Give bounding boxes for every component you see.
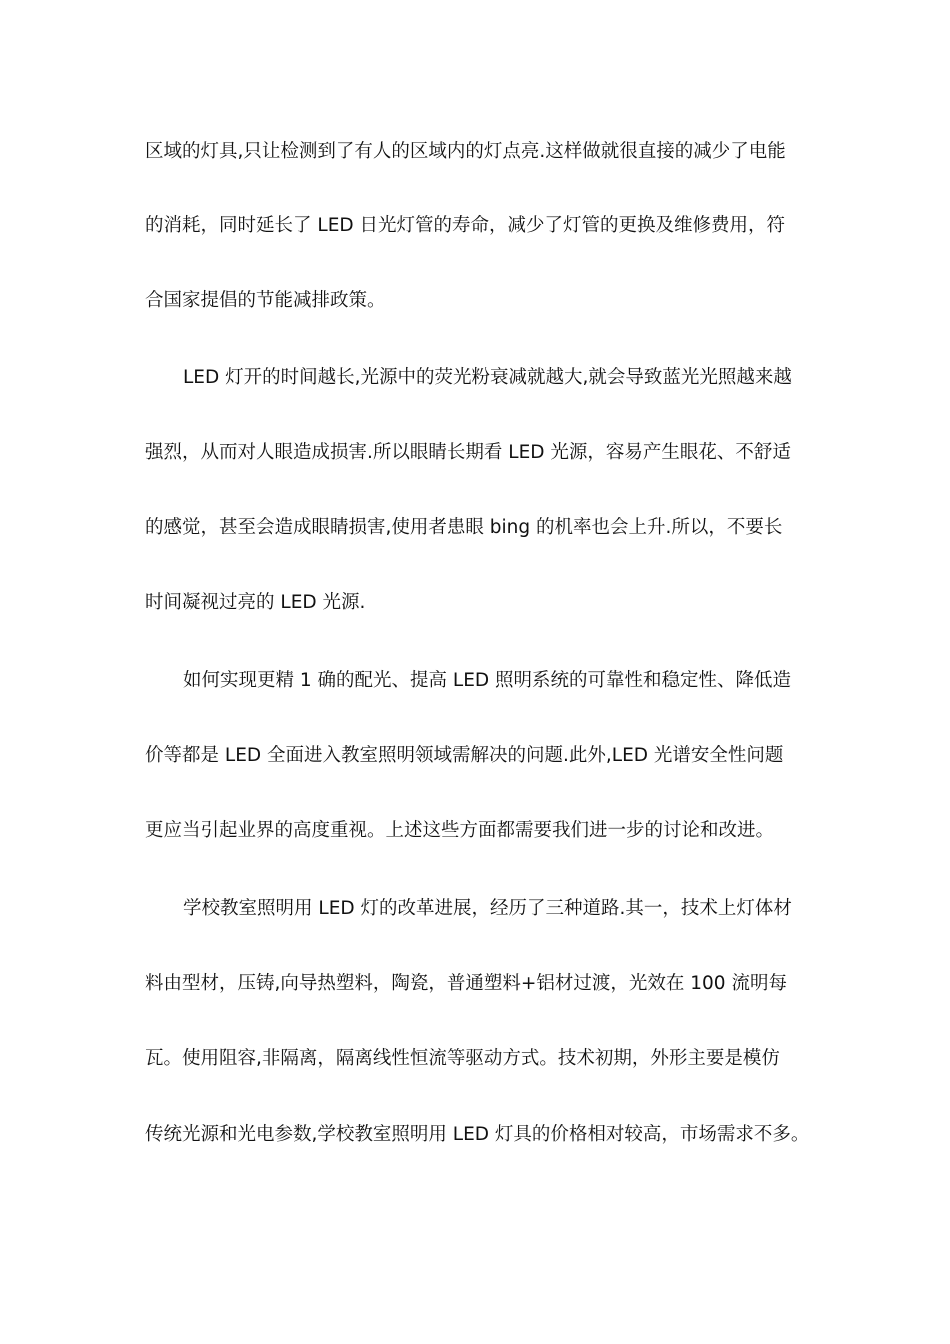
text-line: 如何实现更精 1 确的配光、提高 LED 照明系统的可靠性和稳定性、降低造 (183, 670, 792, 691)
text-line: 瓦。使用阻容,非隔离，隔离线性恒流等驱动方式。技术初期，外形主要是模仿 (145, 1048, 780, 1069)
text-line: LED 灯开的时间越长,光源中的荧光粉衰减就越大,就会导致蓝光光照越来越 (183, 367, 792, 388)
text-line: 合国家提倡的节能减排政策。 (145, 290, 386, 311)
text-line: 的消耗，同时延长了 LED 日光灯管的寿命，减少了灯管的更换及维修费用，符 (145, 215, 786, 236)
text-line: 价等都是 LED 全面进入教室照明领域需解决的问题.此外,LED 光谱安全性问题 (145, 745, 784, 766)
text-line: 学校教室照明用 LED 灯的改革进展，经历了三种道路.其一，技术上灯体材 (183, 898, 792, 919)
text-line: 传统光源和光电参数,学校教室照明用 LED 灯具的价格相对较高，市场需求不多。 (145, 1124, 810, 1145)
text-line: 时间凝视过亮的 LED 光源. (145, 592, 366, 613)
text-line: 的感觉，甚至会造成眼睛损害,使用者患眼 bing 的机率也会上升.所以，不要长 (145, 517, 783, 538)
text-line: 更应当引起业界的高度重视。上述这些方面都需要我们进一步的讨论和改进。 (145, 820, 775, 841)
text-line: 区域的灯具,只让检测到了有人的区域内的灯点亮.这样做就很直接的减少了电能 (145, 141, 786, 162)
text-line: 强烈，从而对人眼造成损害.所以眼睛长期看 LED 光源，容易产生眼花、不舒适 (145, 442, 791, 463)
text-line: 料由型材，压铸,向导热塑料，陶瓷，普通塑料+铝材过渡，光效在 100 流明每 (145, 973, 787, 994)
